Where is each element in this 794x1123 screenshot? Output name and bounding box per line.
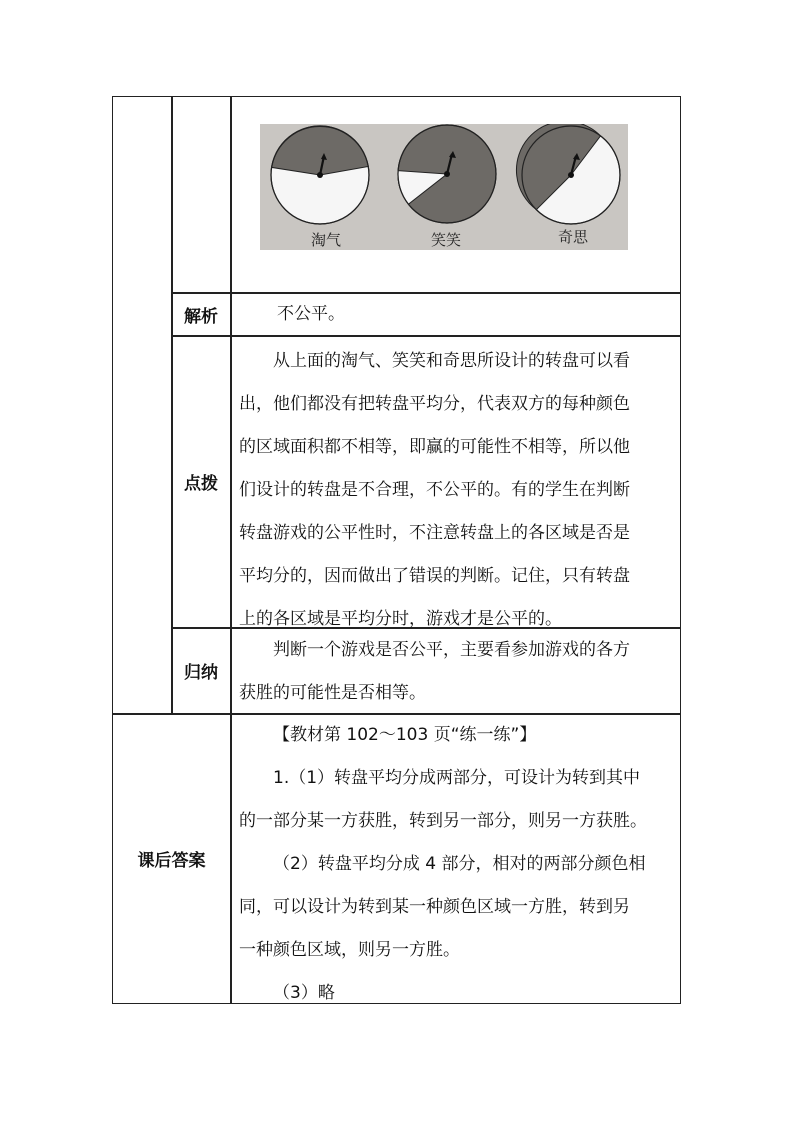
answers-line: 同，可以设计为转到某一种颜色区域一方胜，转到另 [239,897,630,917]
dianbo-line: 从上面的淘气、笑笑和奇思所设计的转盘可以看 [273,351,630,371]
dianbo-line: 出，他们都没有把转盘平均分，代表双方的每种颜色 [239,394,630,414]
dianbo-text [231,340,681,627]
table-divider [171,335,681,337]
jiexi-text: 不公平。 [277,304,345,324]
answers-line: （3）略 [273,983,335,1003]
spinners-svg [260,124,628,250]
answers-line: 的一部分某一方获胜，转到另一部分，则另一方获胜。 [239,811,647,831]
dianbo-line: 平均分的，因而做出了错误的判断。记住，只有转盘 [239,566,630,586]
spinner-xiaoxiao-label: 笑笑 [430,231,462,249]
dianbo-line: 上的各区域是平均分时，游戏才是公平的。 [239,609,562,629]
spinner-qisi-label: 奇思 [557,228,589,246]
dianbo-line: 转盘游戏的公平性时，不注意转盘上的各区域是否是 [239,523,630,543]
spinner-figure [260,124,628,250]
dianbo-line: 们设计的转盘是不合理，不公平的。有的学生在判断 [239,480,630,500]
dianbo-line: 的区域面积都不相等，即赢的可能性不相等，所以他 [239,437,630,457]
answers-heading: 【教材第 102～103 页“练一练”】 [273,725,537,745]
answers-line: （2）转盘平均分成 4 部分，相对的两部分颜色相 [273,854,646,874]
answers-line: 1.（1）转盘平均分成两部分，可设计为转到其中 [273,768,641,788]
spinner-taoqi [271,126,369,224]
guina-text [231,629,681,713]
row-label-answers: 课后答案 [137,851,206,871]
row-label-guina: 归纳 [184,663,218,683]
spinner-xiaoxiao [398,125,496,223]
answers-line: 一种颜色区域，则另一方胜。 [239,940,460,960]
guina-line: 获胜的可能性是否相等。 [239,683,426,703]
row-label-dianbo: 点拨 [184,474,218,494]
spinner-taoqi-label: 淘气 [310,231,342,249]
answers-text [231,714,681,1003]
guina-line: 判断一个游戏是否公平，主要看参加游戏的各方 [273,640,630,660]
row-label-jiexi: 解析 [184,306,218,327]
